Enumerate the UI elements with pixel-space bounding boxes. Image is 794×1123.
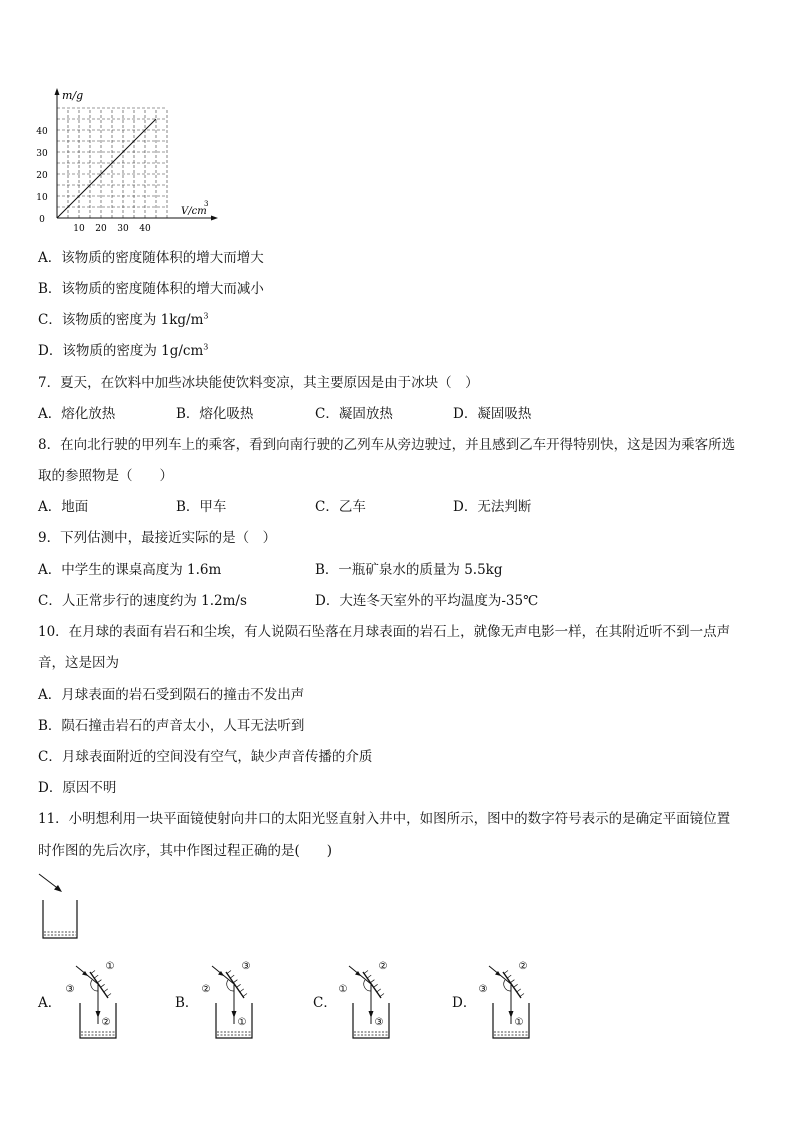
q8-stem-line1: 8．在向北行驶的甲列车上的乘客，看到向南行驶的乙列车从旁边驶过，并且感到乙车开得特别快，这是因为乘客所选: [38, 437, 736, 453]
mirror-hatch: [504, 971, 508, 974]
q11-option-d-label: D．: [452, 995, 477, 1011]
mirror-hatch: [377, 989, 381, 992]
q11-well-figure: [35, 870, 95, 945]
y-tick-label: 0: [39, 215, 45, 225]
mirror-hatch: [514, 984, 518, 987]
q6-option-b: B．该物质的密度随体积的增大而减小: [38, 281, 264, 297]
q6-option-d: [38, 342, 208, 360]
mirror-hatch: [380, 994, 384, 997]
step-label-left: ③: [478, 984, 488, 995]
q8-option-b: B．甲车: [176, 499, 227, 515]
mirror-hatch: [370, 980, 374, 983]
x-axis-label-sup: 3: [204, 200, 209, 208]
x-tick-label: 10: [73, 224, 85, 234]
density-graph: [30, 85, 260, 235]
y-axis-arrow: [55, 88, 60, 95]
q8-option-c: C．乙车: [315, 499, 366, 515]
mirror-hatch: [233, 980, 237, 983]
q9-stem: 9．下列估测中，最接近实际的是（ ）: [38, 530, 277, 546]
mirror-hatch: [94, 975, 98, 978]
q11-option-b-figure: [198, 958, 278, 1043]
step-label-left: ③: [65, 984, 75, 995]
x-axis-label: V/cm: [181, 206, 207, 217]
q10-option-b: B．陨石撞击岩石的声音太小，人耳无法听到: [38, 718, 305, 734]
q8-option-d: D．无法判断: [453, 499, 532, 515]
q10-option-d: D．原因不明: [38, 780, 117, 796]
step-label-bottom: ①: [514, 1017, 524, 1028]
reflected-ray-arrow: [369, 1011, 374, 1018]
q6-option-c: [38, 311, 208, 329]
mirror-hatch: [227, 971, 231, 974]
x-tick-label: 30: [117, 224, 129, 234]
mirror-hatch: [243, 994, 247, 997]
y-axis-label: m/g: [62, 89, 84, 102]
data-line: [57, 119, 156, 218]
step-label-top: ②: [378, 961, 388, 972]
mirror-hatch: [364, 971, 368, 974]
mirror-hatch: [101, 984, 105, 987]
q11-option-b-label: B．: [175, 995, 199, 1011]
x-tick-label: 40: [139, 224, 151, 234]
q9-option-a: A．中学生的课桌高度为 1.6m: [38, 562, 222, 578]
mirror-hatch: [91, 971, 95, 974]
q7-option-c: C．凝固放热: [315, 406, 393, 422]
q10-stem-line2: 音，这是因为: [38, 655, 119, 671]
q11-option-c-figure: [335, 958, 415, 1043]
q10-stem-line1: 10．在月球的表面有岩石和尘埃，有人说陨石坠落在月球表面的岩石上，就像无声电影一样，在其附近听不到一点声: [38, 624, 731, 640]
q11-option-a-label: A．: [38, 995, 62, 1011]
reflected-ray-arrow: [509, 1011, 514, 1018]
step-label-bottom: ②: [101, 1017, 111, 1028]
q6-option-d-sup: 3: [203, 342, 209, 352]
q7-option-d: D．凝固吸热: [453, 406, 532, 422]
y-tick-label: 10: [36, 193, 48, 203]
mirror-hatch: [230, 975, 234, 978]
q11-option-c-label: C．: [313, 995, 337, 1011]
mirror: [226, 972, 244, 998]
mirror: [363, 972, 381, 998]
mirror-hatch: [507, 975, 511, 978]
mirror-hatch: [517, 989, 521, 992]
x-axis-arrow: [211, 216, 218, 221]
mirror-hatch: [510, 980, 514, 983]
y-tick-label: 40: [36, 127, 48, 137]
mirror-hatch: [374, 984, 378, 987]
q10-option-a: A．月球表面的岩石受到陨石的撞击不发出声: [38, 687, 305, 703]
q8-option-a: A．地面: [38, 499, 89, 515]
reflected-ray-arrow: [232, 1011, 237, 1018]
q7-stem: 7．夏天，在饮料中加些冰块能使饮料变凉，其主要原因是由于冰块（ ）: [38, 375, 479, 391]
q6-option-c-text: C．该物质的密度为 1kg/m: [38, 312, 204, 328]
step-label-left: ②: [201, 984, 211, 995]
x-tick-label: 20: [95, 224, 107, 234]
step-label-top: ③: [241, 961, 251, 972]
q6-option-c-sup: 3: [203, 311, 209, 321]
q11-option-d-figure: [475, 958, 555, 1043]
step-label-top: ①: [105, 961, 115, 972]
q9-option-c: C．人正常步行的速度约为 1.2m/s: [38, 593, 247, 609]
step-label-bottom: ③: [374, 1017, 384, 1028]
q11-option-a-figure: [62, 958, 142, 1043]
mirror: [503, 972, 521, 998]
q6-option-a: A．该物质的密度随体积的增大而增大: [38, 250, 264, 266]
q10-option-c: C．月球表面附近的空间没有空气，缺少声音传播的介质: [38, 749, 373, 765]
step-label-left: ①: [338, 984, 348, 995]
q7-option-a: A．熔化放热: [38, 406, 116, 422]
mirror-hatch: [107, 994, 111, 997]
q9-option-b: B．一瓶矿泉水的质量为 5.5kg: [315, 562, 503, 578]
step-label-top: ②: [518, 961, 528, 972]
mirror-hatch: [520, 994, 524, 997]
mirror-hatch: [240, 989, 244, 992]
step-label-bottom: ①: [237, 1017, 247, 1028]
y-tick-label: 30: [36, 149, 48, 159]
y-tick-labels: [36, 127, 48, 225]
mirror-hatch: [237, 984, 241, 987]
x-tick-labels: [73, 224, 151, 234]
q6-option-d-text: D．该物质的密度为 1g/cm: [38, 343, 204, 359]
q9-option-d: D．大连冬天室外的平均温度为-35℃: [315, 593, 539, 609]
q7-option-b: B．熔化吸热: [176, 406, 254, 422]
mirror-hatch: [97, 980, 101, 983]
mirror: [90, 972, 108, 998]
q8-stem-line2: 取的参照物是（ ）: [38, 468, 173, 484]
q11-stem-line2: 时作图的先后次序，其中作图过程正确的是( ): [38, 843, 333, 859]
reflected-ray-arrow: [96, 1011, 101, 1018]
q11-stem-line1: 11．小明想利用一块平面镜使射向井口的太阳光竖直射入井中，如图所示，图中的数字符号表示的是确定平面镜位置: [38, 811, 731, 827]
mirror-hatch: [104, 989, 108, 992]
mirror-hatch: [367, 975, 371, 978]
y-tick-label: 20: [36, 171, 48, 181]
